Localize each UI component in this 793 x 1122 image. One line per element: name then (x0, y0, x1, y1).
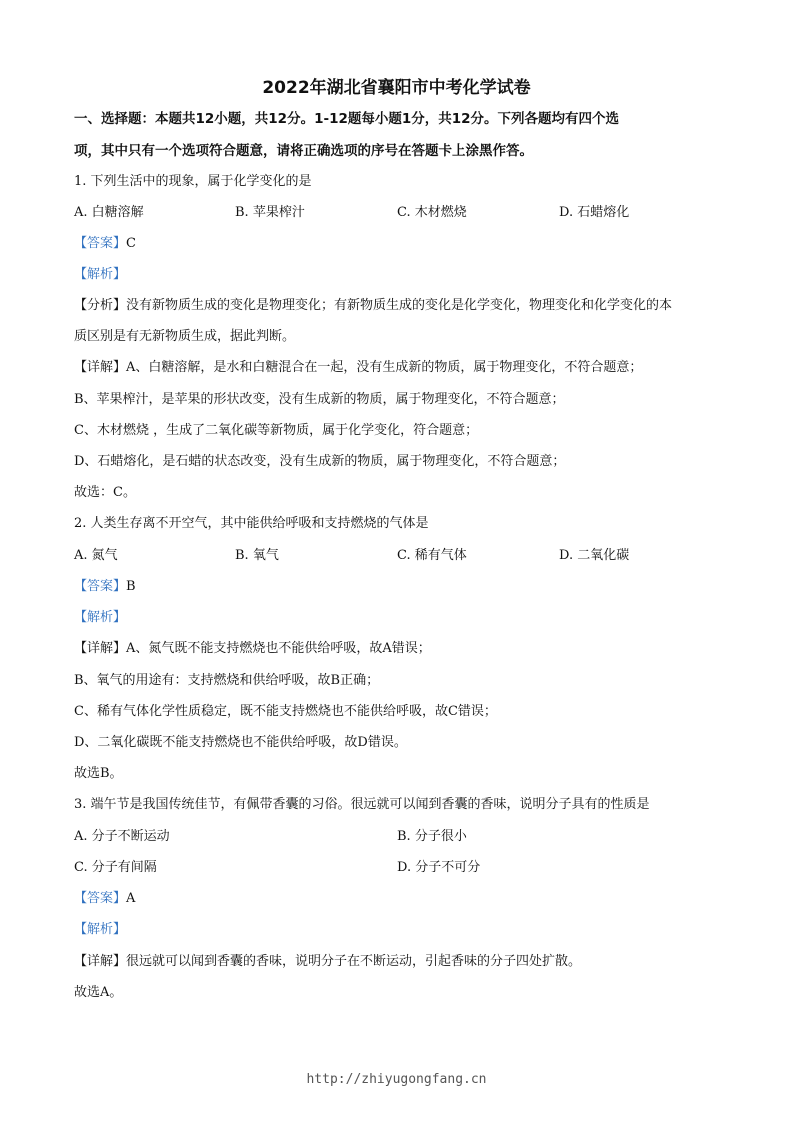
q3-conclusion: 故选A。 (74, 985, 123, 1000)
q1-detail-b: B、苹果榨汁，是苹果的形状改变，没有生成新的物质，属于物理变化，不符合题意； (74, 392, 565, 407)
q1-conclusion: 故选：C。 (74, 485, 136, 500)
answer-tag: 【答案】 (74, 236, 127, 251)
q2-analysis-label (74, 610, 126, 626)
q3-stem: 3. 端午节是我国传统佳节，有佩带香囊的习俗。很远就可以闻到香囊的香味，说明分子具有的性质是 (74, 797, 650, 812)
fenxi-tag: 【分析】 (74, 298, 127, 313)
q1-fenxi-text-1: 没有新物质生成的变化是物理变化；有新物质生成的变化是化学变化，物理变化和化学变化的本 (126, 298, 673, 313)
q2-detail-d: D、二氧化碳既不能支持燃烧也不能供给呼吸，故D错误。 (74, 735, 407, 750)
q3-answer (74, 891, 135, 907)
analysis-tag: 【解析】 (74, 922, 127, 937)
q1-fenxi-line-1 (74, 298, 672, 314)
analysis-tag: 【解析】 (74, 267, 127, 282)
q2-detail-b: B、氧气的用途有：支持燃烧和供给呼吸，故B正确； (74, 673, 380, 688)
q1-detail-d: D、石蜡熔化，是石蜡的状态改变，没有生成新的物质，属于物理变化，不符合题意； (74, 454, 566, 469)
q1-analysis-label (74, 267, 126, 283)
page-title: 2022年湖北省襄阳市中考化学试卷 (262, 78, 531, 98)
q2-detail-a-text: A、氮气既不能支持燃烧也不能供给呼吸，故A错误； (126, 641, 431, 656)
detail-tag: 【详解】 (74, 641, 127, 656)
q1-stem: 1. 下列生活中的现象，属于化学变化的是 (74, 174, 312, 189)
q1-option-a: A. 白糖溶解 (74, 205, 144, 220)
q1-option-c: C. 木材燃烧 (397, 205, 467, 220)
q3-analysis-label (74, 922, 126, 938)
q2-option-d: D. 二氧化碳 (559, 548, 630, 563)
q3-detail (74, 954, 581, 970)
detail-tag: 【详解】 (74, 954, 127, 969)
answer-tag: 【答案】 (74, 579, 127, 594)
q3-option-a: A. 分子不断运动 (74, 829, 170, 844)
q2-detail-c: C、稀有气体化学性质稳定，既不能支持燃烧也不能供给呼吸，故C错误； (74, 704, 497, 719)
q1-answer-value: C (126, 236, 136, 251)
q3-option-d: D. 分子不可分 (397, 860, 481, 875)
q1-detail-a-text: A、白糖溶解，是水和白糖混合在一起，没有生成新的物质，属于物理变化，不符合题意； (126, 360, 643, 375)
q1-option-b: B. 苹果榨汁 (235, 205, 305, 220)
q2-answer (74, 579, 136, 595)
detail-tag: 【详解】 (74, 360, 127, 375)
answer-tag: 【答案】 (74, 891, 127, 906)
q2-option-c: C. 稀有气体 (397, 548, 467, 563)
q3-detail-text: 很远就可以闻到香囊的香味，说明分子在不断运动，引起香味的分子四处扩散。 (126, 954, 582, 969)
q1-detail-a (74, 360, 642, 376)
q3-option-b: B. 分子很小 (397, 829, 467, 844)
q1-fenxi-line-2: 质区别是有无新物质生成，据此判断。 (74, 329, 296, 344)
q1-detail-c: C、木材燃烧 ，生成了二氧化碳等新物质，属于化学变化，符合题意； (74, 423, 479, 438)
q3-answer-value: A (126, 891, 136, 906)
section-heading-line-1: 一、选择题：本题共12小题，共12分。1-12题每小题1分，共12分。下列各题均有四个选 (74, 111, 620, 127)
q2-conclusion: 故选B。 (74, 766, 123, 781)
footer-url: http://zhiyugongfang.cn (306, 1072, 487, 1087)
analysis-tag: 【解析】 (74, 610, 127, 625)
section-heading-line-2: 项，其中只有一个选项符合题意，请将正确选项的序号在答题卡上涂黑作答。 (74, 143, 533, 159)
q2-option-b: B. 氧气 (235, 548, 279, 563)
q2-stem: 2. 人类生存离不开空气，其中能供给呼吸和支持燃烧的气体是 (74, 516, 429, 531)
q2-detail-a (74, 641, 431, 657)
q1-answer (74, 236, 136, 252)
q2-option-a: A. 氮气 (74, 548, 118, 563)
q1-option-d: D. 石蜡熔化 (559, 205, 630, 220)
q3-option-c: C. 分子有间隔 (74, 860, 157, 875)
q2-answer-value: B (126, 579, 136, 594)
